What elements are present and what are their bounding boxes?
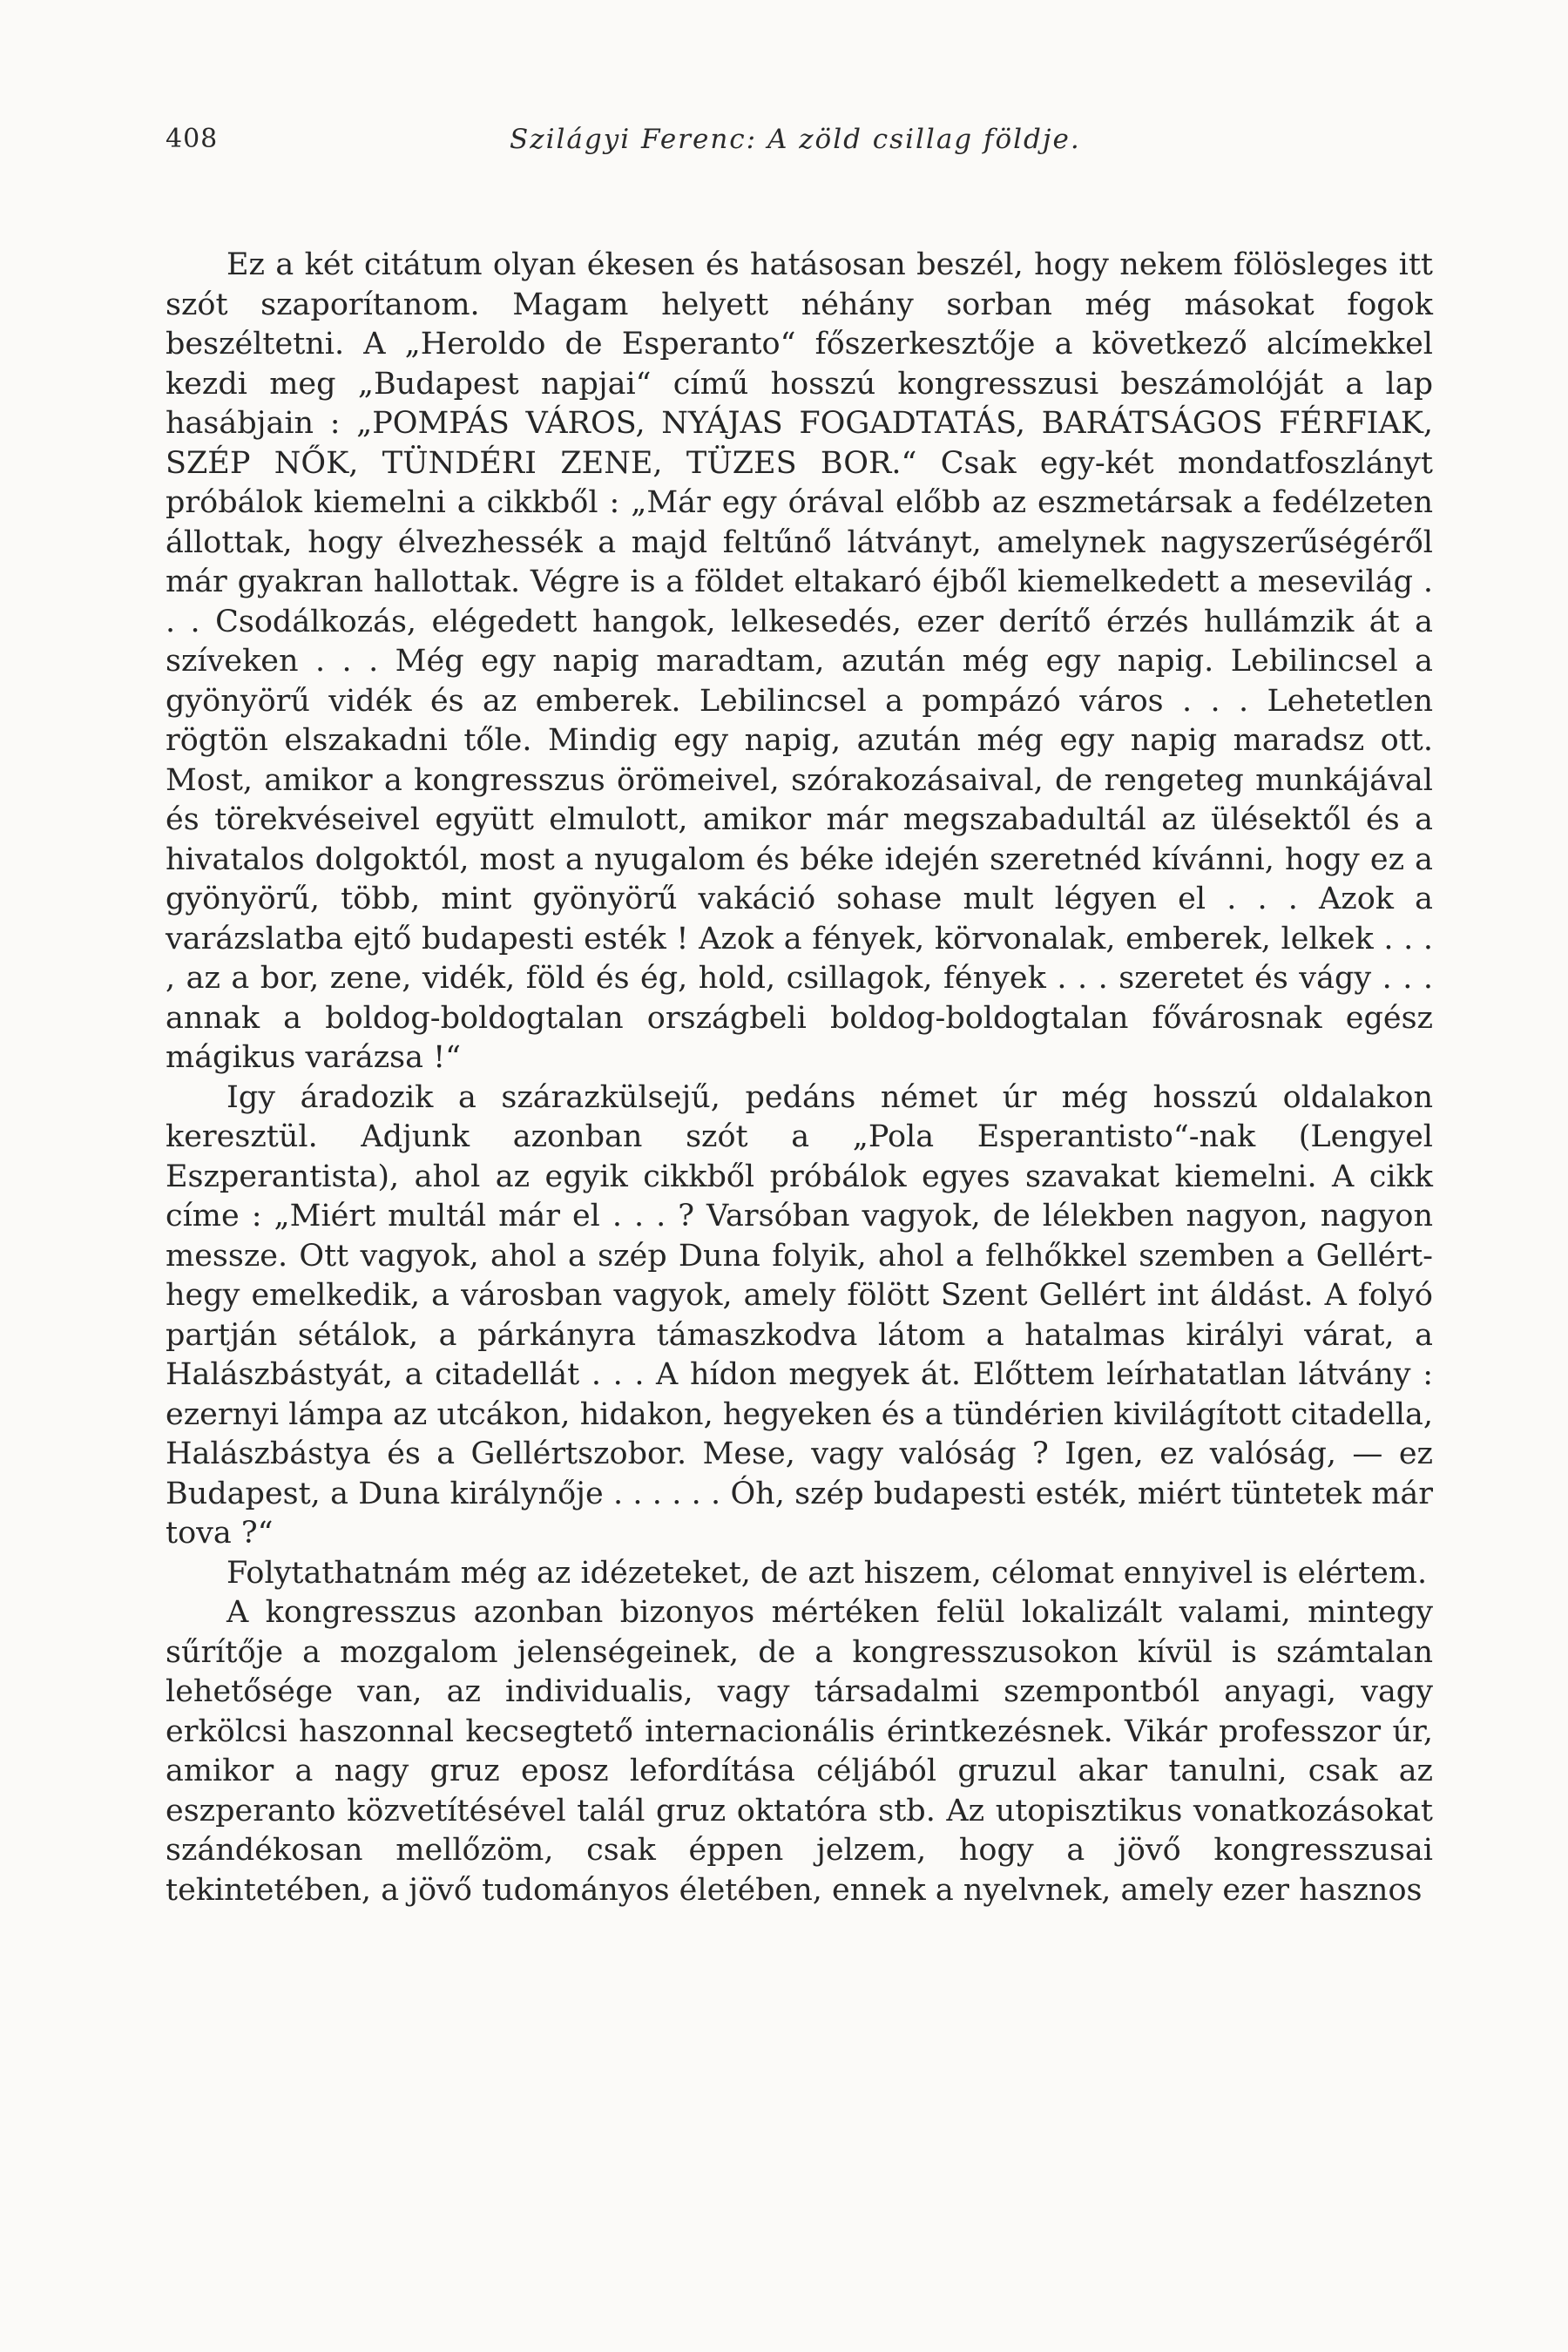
page-header	[166, 124, 1429, 167]
running-title: Szilágyi Ferenc: A zöld csillag földje.	[510, 124, 1081, 155]
paragraph-congress-value: A kongresszus azonban bizonyos mértéken felül lokalizált valami, mintegy sűrítője a mozgalom jelenségeinek, de a kongresszusokon kívül is számtalan lehetősége van, az individualis, vagy társadalmi szempontból anyagi, vagy erkölcsi haszonnal kecsegtető internacionális érintkezésnek. Vikár professzor úr, amikor a nagy gruz eposz lefordítása céljából gruzul akar tanulni, csak az eszperanto közvetítésével talál gruz oktatóra stb. Az utopisztikus vonatkozásokat szándékosan mellőzöm, csak éppen jelzem, hogy a jövő kongresszusai tekintetében, a jövő tudományos életében, ennek a nyelvnek, amely ezer hasznos	[166, 1595, 1433, 1908]
body-text	[166, 246, 1433, 1910]
page-number: 408	[166, 124, 219, 154]
paragraph-quotes: Ez a két citátum olyan ékesen és hatásosan beszél, hogy nekem fölösleges itt szót szaporítanom. Magam helyett néhány sorban még másokat fogok beszéltetni. A „Heroldo de Esperanto“ főszerkesztője a következő alcímekkel kezdi meg „Budapest napjai“ című hosszú kongresszusi beszámolóját a lap hasábjain : „POMPÁS VÁROS, NYÁJAS FOGADTATÁS, BARÁTSÁGOS FÉRFIAK, SZÉP NŐK, TÜNDÉRI ZENE, TÜZES BOR.“ Csak egy-két mondatfoszlányt próbálok kiemelni a cikkből : „Már egy órával előbb az eszmetársak a fedélzeten állottak, hogy élvezhessék a majd feltűnő látványt, amelynek nagyszerűségéről már gyakran hallottak. Végre is a földet eltakaró éjből kiemelkedett a mesevilág . . . Csodálkozás, elégedett hangok, lelkesedés, ezer derítő érzés hullámzik át a szíveken . . . Még egy napig maradtam, azután még egy napig. Lebilincsel a gyönyörű vidék és az emberek. Lebilincsel a pompázó város . . . Lehetetlen rögtön elszakadni tőle. Mindig egy napig, azután még egy napig maradsz ott. Most, amikor a kongresszus örömeivel, szórakozásaival, de rengeteg munkájával és törekvéseivel együtt elmulott, amikor már megszabadultál az ülésektől és a hivatalos dolgoktól, most a nyugalom és béke idején szeretnéd kívánni, hogy ez a gyönyörű, több, mint gyönyörű vakáció sohase mult légyen el . . . Azok a varázslatba ejtő budapesti esték ! Azok a fények, körvonalak, emberek, lelkek . . . , az a bor, zene, vidék, föld és ég, hold, csillagok, fények . . . szeretet és vágy . . . annak a boldog-boldogtalan országbeli boldog-boldogtalan fővárosnak egész mágikus varázsa !“	[166, 247, 1433, 1075]
paragraph-conclusion: Folytathatnám még az idézeteket, de azt hiszem, célomat ennyivel is elértem.	[226, 1555, 1428, 1591]
paragraph-polish-article: Igy áradozik a szárazkülsejű, pedáns német úr még hosszú oldalakon keresztül. Adjunk azonban szót a „Pola Esperantisto“-nak (Lengyel Eszperantista), ahol az egyik cikkből próbálok egyes szavakat kiemelni. A cikk címe : „Miért multál már el . . . ? Varsóban vagyok, de lélekben nagyon, nagyon messze. Ott vagyok, ahol a szép Duna folyik, ahol a felhőkkel szemben a Gellért-hegy emelkedik, a városban vagyok, amely fölött Szent Gellért int áldást. A folyó partján sétálok, a párkányra támaszkodva látom a hatalmas királyi várat, a Halászbástyát, a citadellát . . . A hídon megyek át. Előttem leírhatatlan látvány : ezernyi lámpa az utcákon, hidakon, hegyeken és a tündérien kivilágított citadella, Halászbástya és a Gellértszobor. Mese, vagy valóság ? Igen, ez valóság, — ez Budapest, a Duna királynője . . . . . . Óh, szép budapesti esték, miért tüntetek már tova ?“	[166, 1079, 1433, 1551]
